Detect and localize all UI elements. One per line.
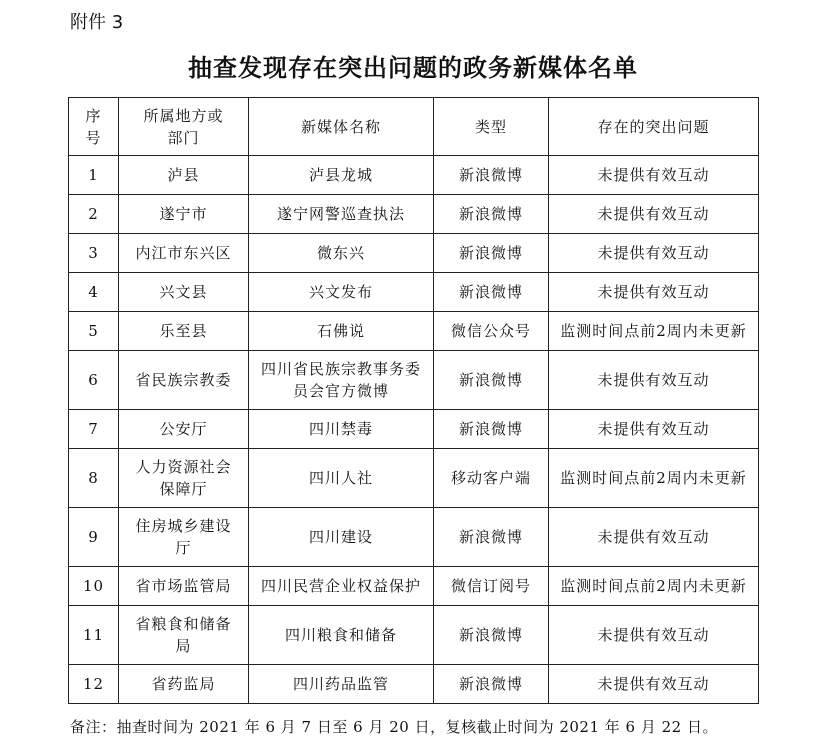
cell-index: 2 — [69, 195, 119, 234]
cell-media-name: 微东兴 — [249, 234, 434, 273]
cell-media-name: 石佛说 — [249, 312, 434, 351]
cell-region: 内江市东兴区 — [119, 234, 249, 273]
cell-issue: 监测时间点前2周内未更新 — [549, 567, 759, 606]
cell-region: 乐至县 — [119, 312, 249, 351]
table-row — [69, 665, 759, 704]
cell-type: 微信公众号 — [434, 312, 549, 351]
cell-index: 11 — [69, 606, 119, 665]
cell-media-name: 四川建设 — [249, 508, 434, 567]
attachment-label: 附件 3 — [70, 12, 124, 33]
cell-type: 新浪微博 — [434, 234, 549, 273]
header-media-name: 新媒体名称 — [249, 98, 434, 156]
cell-type: 新浪微博 — [434, 508, 549, 567]
cell-issue: 未提供有效互动 — [549, 273, 759, 312]
cell-type: 新浪微博 — [434, 273, 549, 312]
cell-issue: 未提供有效互动 — [549, 234, 759, 273]
cell-issue: 监测时间点前2周内未更新 — [549, 449, 759, 508]
table-row — [69, 449, 759, 508]
cell-issue: 未提供有效互动 — [549, 156, 759, 195]
cell-index: 4 — [69, 273, 119, 312]
table-row — [69, 351, 759, 410]
cell-media-name: 四川粮食和储备 — [249, 606, 434, 665]
cell-region: 省粮食和储备局 — [119, 606, 249, 665]
cell-issue: 未提供有效互动 — [549, 351, 759, 410]
document-title: 抽查发现存在突出问题的政务新媒体名单 — [188, 54, 638, 82]
cell-index: 1 — [69, 156, 119, 195]
cell-index: 7 — [69, 410, 119, 449]
table-row — [69, 234, 759, 273]
table-row — [69, 312, 759, 351]
cell-type: 新浪微博 — [434, 351, 549, 410]
cell-media-name: 遂宁网警巡查执法 — [249, 195, 434, 234]
cell-issue: 监测时间点前2周内未更新 — [549, 312, 759, 351]
cell-issue: 未提供有效互动 — [549, 665, 759, 704]
cell-type: 新浪微博 — [434, 410, 549, 449]
table-row — [69, 606, 759, 665]
header-row — [69, 98, 759, 156]
header-type: 类型 — [434, 98, 549, 156]
cell-index: 6 — [69, 351, 119, 410]
cell-region: 住房城乡建设厅 — [119, 508, 249, 567]
cell-type: 新浪微博 — [434, 665, 549, 704]
cell-type: 新浪微博 — [434, 195, 549, 234]
header-region: 所属地方或部门 — [119, 98, 249, 156]
cell-media-name: 四川人社 — [249, 449, 434, 508]
cell-region: 省药监局 — [119, 665, 249, 704]
cell-media-name: 泸县龙城 — [249, 156, 434, 195]
table-row — [69, 567, 759, 606]
cell-type: 微信订阅号 — [434, 567, 549, 606]
cell-region: 省市场监管局 — [119, 567, 249, 606]
cell-region: 省民族宗教委 — [119, 351, 249, 410]
header-index: 序号 — [69, 98, 119, 156]
cell-issue: 未提供有效互动 — [549, 606, 759, 665]
cell-index: 9 — [69, 508, 119, 567]
table-row — [69, 273, 759, 312]
cell-index: 3 — [69, 234, 119, 273]
cell-type: 移动客户端 — [434, 449, 549, 508]
cell-media-name: 四川禁毒 — [249, 410, 434, 449]
cell-media-name: 兴文发布 — [249, 273, 434, 312]
table-body — [69, 156, 759, 704]
cell-type: 新浪微博 — [434, 156, 549, 195]
cell-issue: 未提供有效互动 — [549, 195, 759, 234]
cell-index: 10 — [69, 567, 119, 606]
cell-issue: 未提供有效互动 — [549, 508, 759, 567]
cell-region: 公安厅 — [119, 410, 249, 449]
cell-region: 泸县 — [119, 156, 249, 195]
cell-media-name: 四川民营企业权益保护 — [249, 567, 434, 606]
table-row — [69, 156, 759, 195]
media-list-table — [68, 97, 759, 704]
cell-media-name: 四川药品监管 — [249, 665, 434, 704]
cell-index: 12 — [69, 665, 119, 704]
header-issue: 存在的突出问题 — [549, 98, 759, 156]
cell-region: 人力资源社会保障厅 — [119, 449, 249, 508]
cell-index: 5 — [69, 312, 119, 351]
table-row — [69, 195, 759, 234]
cell-region: 遂宁市 — [119, 195, 249, 234]
cell-type: 新浪微博 — [434, 606, 549, 665]
cell-media-name: 四川省民族宗教事务委员会官方微博 — [249, 351, 434, 410]
cell-index: 8 — [69, 449, 119, 508]
cell-region: 兴文县 — [119, 273, 249, 312]
footnote: 备注：抽查时间为 2021 年 6 月 7 日至 6 月 20 日，复核截止时间为 2021 年 6 月 22 日。 — [70, 718, 718, 736]
table-row — [69, 508, 759, 567]
table-row — [69, 410, 759, 449]
cell-issue: 未提供有效互动 — [549, 410, 759, 449]
